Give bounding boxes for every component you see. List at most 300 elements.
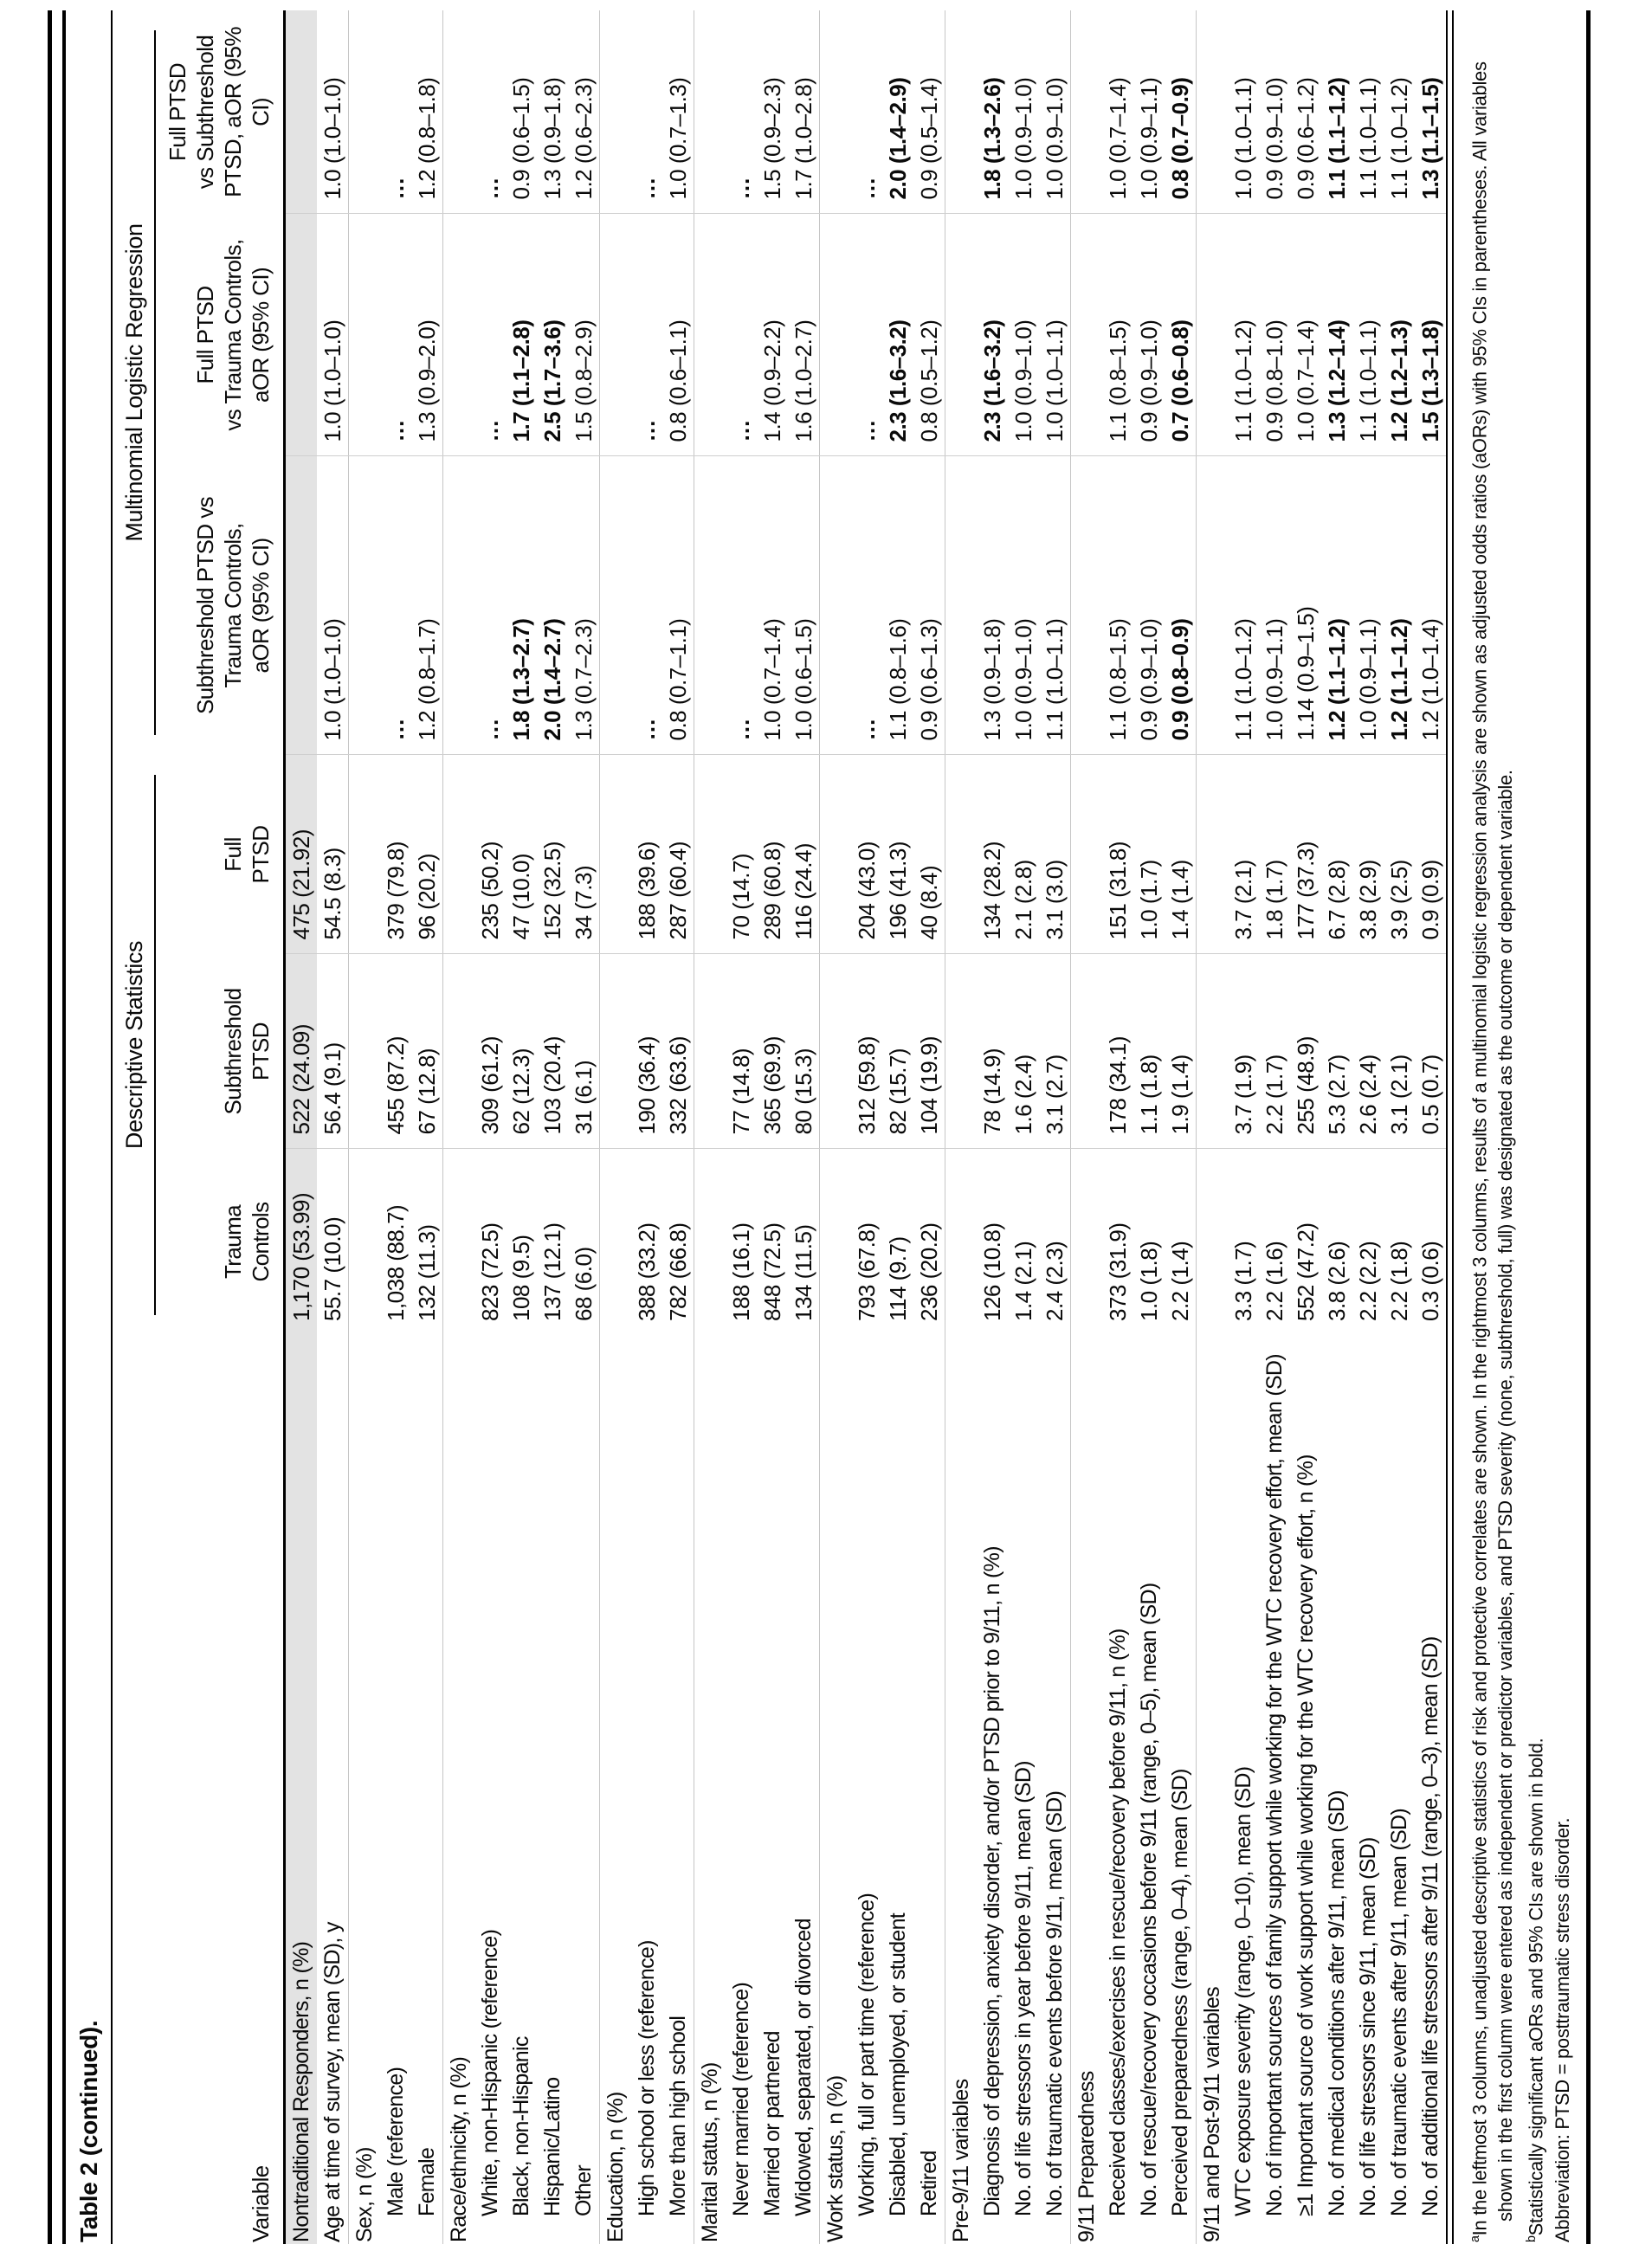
- value-cell: [443, 954, 475, 1149]
- cell-value: 96 (20.2): [413, 853, 440, 940]
- value-cell: [1415, 954, 1446, 1149]
- value-cell: [1039, 1149, 1071, 1335]
- value-cell: [411, 456, 443, 755]
- table-row: [1008, 10, 1039, 2244]
- value-cell: [285, 10, 318, 214]
- value-cell: [1197, 10, 1229, 214]
- cell-value: 62 (12.3): [507, 1048, 534, 1135]
- group-row: [600, 10, 632, 2244]
- footnote: $^b$Statistically significant aORs and 95% CIs are shown in bold.: [1525, 1738, 1547, 2242]
- cell-value: 3.9 (2.5): [1385, 860, 1412, 940]
- cell-value: 1.3 (0.9–1.8): [978, 618, 1005, 741]
- cell-value: 1.9 (1.4): [1166, 1055, 1193, 1135]
- value-cell: [851, 1149, 882, 1335]
- value-cell: [788, 214, 820, 456]
- group-row: [820, 10, 852, 2244]
- column-header-variable: Variable: [157, 1335, 285, 2244]
- cell-value: 388 (33.2): [633, 1222, 660, 1321]
- row-label: WTC exposure severity (range, 0–10), mean (SD): [1230, 1766, 1255, 2216]
- value-cell: [977, 10, 1008, 214]
- cell-value: 1.1 (1.0–1.1): [1041, 618, 1068, 741]
- cell-value: 190 (36.4): [633, 1035, 660, 1135]
- value-cell: [1228, 755, 1259, 954]
- value-cell: [1008, 214, 1039, 456]
- value-cell: [443, 214, 475, 456]
- cell-value: …: [853, 175, 880, 200]
- value-cell: [1290, 755, 1321, 954]
- table-row: [1321, 10, 1352, 2244]
- value-cell: [1321, 755, 1352, 954]
- value-cell: [945, 954, 978, 1149]
- table-row: [1290, 10, 1321, 2244]
- value-cell: [631, 1149, 662, 1335]
- table-row: [1352, 10, 1384, 2244]
- cell-value: 793 (67.8): [853, 1222, 880, 1321]
- row-label: Other: [571, 2164, 596, 2216]
- footnote: Abbreviation: PTSD = posttraumatic stress disorder.: [1551, 1817, 1573, 2242]
- cell-value: 365 (69.9): [758, 1035, 785, 1135]
- value-cell: [945, 456, 978, 755]
- value-cell: [1259, 755, 1290, 954]
- cell-value: 0.8 (0.6–1.1): [664, 319, 691, 442]
- cell-value: 1.2 (0.8–1.7): [413, 618, 440, 741]
- cell-value: 0.9 (0.6–1.5): [507, 77, 534, 200]
- row-label: Race/ethnicity, n (%): [443, 1335, 475, 2244]
- value-cell: [694, 954, 726, 1149]
- table-row: [913, 10, 945, 2244]
- cell-value: …: [727, 716, 754, 741]
- row-label: No. of additional life stressors after 9/11 (range, 0–3), mean (SD): [1417, 1636, 1442, 2216]
- cell-value: 177 (37.3): [1292, 841, 1319, 940]
- footnote: $^a$In the leftmost 3 columns, unadjusted descriptive statistics of risk and protective correlates are shown. In the rightmost 3 columns, results of a multinomial logistic regression analysis are shown as adjusted odds ratios (aORs) with 95% CIs in parentheses. All variables shown in the first column were entered as independent or predictor variables, and PTSD severity (none, subthreshold, full) was designated as the outcome or dependent variable.: [1468, 61, 1517, 2242]
- cell-value: 1.0 (0.9–1.1): [1135, 77, 1162, 200]
- value-cell: [1102, 214, 1133, 456]
- value-cell: [820, 1149, 852, 1335]
- table-title: Table 2 (continued).: [66, 10, 113, 2244]
- cell-value: 379 (79.8): [382, 841, 409, 940]
- cell-value: 1.3 (1.1–1.5): [1416, 77, 1443, 200]
- cell-value: 1.3 (0.7–2.3): [570, 618, 597, 741]
- cell-value: 137 (12.1): [539, 1222, 565, 1321]
- value-cell: [380, 214, 411, 456]
- table-row: [1165, 10, 1197, 2244]
- cell-value: 77 (14.8): [727, 1048, 754, 1135]
- group-label-regression: Multinomial Logistic Regression: [121, 30, 156, 735]
- cell-value: 3.1 (2.1): [1385, 1055, 1412, 1135]
- row-label: Retired: [916, 2151, 941, 2216]
- group-header-row: [113, 10, 157, 2244]
- group-row: [349, 10, 381, 2244]
- cell-value: 1.0 (0.7–1.4): [1292, 319, 1319, 442]
- value-cell: [443, 1149, 475, 1335]
- table-row: [788, 10, 820, 2244]
- value-cell: [1228, 214, 1259, 456]
- value-cell: [726, 10, 757, 214]
- value-cell: [977, 1149, 1008, 1335]
- value-cell: [474, 954, 506, 1149]
- cell-value: 0.9 (0.9–1.0): [1135, 319, 1162, 442]
- value-cell: [285, 214, 318, 456]
- value-cell: [285, 755, 318, 954]
- group-label-descriptive: Descriptive Statistics: [121, 775, 156, 1315]
- value-cell: [662, 456, 694, 755]
- cell-value: 1.2 (1.2–1.3): [1385, 319, 1412, 442]
- cell-value: 1.2 (0.8–1.8): [413, 77, 440, 200]
- value-cell: [537, 456, 568, 755]
- value-cell: [820, 214, 852, 456]
- value-cell: [474, 755, 506, 954]
- table-row: [851, 10, 882, 2244]
- value-cell: [851, 456, 882, 755]
- cell-value: 0.9 (0.8–1.0): [1261, 319, 1287, 442]
- cell-value: 1.2 (1.1–1.2): [1385, 618, 1412, 741]
- value-cell: [600, 1149, 632, 1335]
- value-cell: [537, 10, 568, 214]
- cell-value: 1.3 (0.9–2.0): [413, 319, 440, 442]
- row-label: 9/11 Preparedness: [1071, 1335, 1103, 2244]
- cell-value: 78 (14.9): [978, 1048, 1005, 1135]
- cell-value: 67 (12.8): [413, 1048, 440, 1135]
- cell-value: 552 (47.2): [1292, 1222, 1319, 1321]
- cell-value: 0.9 (0.9–1.0): [1261, 77, 1287, 200]
- cell-value: 1.2 (0.6–2.3): [570, 77, 597, 200]
- cell-value: 1.0 (0.9–1.0): [1010, 77, 1036, 200]
- table-row: [411, 10, 443, 2244]
- cell-value: 1.0 (0.9–1.0): [1010, 618, 1036, 741]
- value-cell: [882, 1149, 913, 1335]
- value-cell: [600, 214, 632, 456]
- table-row: [285, 10, 318, 2244]
- cell-value: 134 (11.5): [790, 1224, 816, 1321]
- cell-value: 1.0 (0.7–1.4): [758, 618, 785, 741]
- table-row: [1415, 10, 1446, 2244]
- cell-value: 104 (19.9): [915, 1035, 942, 1135]
- value-cell: [1165, 456, 1197, 755]
- cell-value: 3.7 (2.1): [1229, 860, 1256, 940]
- cell-value: 2.2 (1.8): [1385, 1241, 1412, 1321]
- value-cell: [882, 10, 913, 214]
- cell-value: 1.1 (1.1–1.2): [1323, 77, 1350, 200]
- cell-value: 235 (50.2): [476, 841, 503, 940]
- row-label: Education, n (%): [600, 1335, 632, 2244]
- value-cell: [1415, 456, 1446, 755]
- table-row: [1384, 10, 1415, 2244]
- value-cell: [474, 456, 506, 755]
- cell-value: 1.3 (1.2–1.4): [1323, 319, 1350, 442]
- value-cell: [977, 755, 1008, 954]
- cell-value: 1.0 (0.9–1.1): [1354, 618, 1381, 741]
- cell-value: 80 (15.3): [790, 1048, 816, 1135]
- cell-value: …: [727, 175, 754, 200]
- value-cell: [474, 214, 506, 456]
- cell-value: 1.0 (1.0–1.0): [319, 319, 345, 442]
- cell-value: 1.0 (0.7–1.4): [1104, 77, 1131, 200]
- cell-value: 2.6 (2.4): [1354, 1055, 1381, 1135]
- value-cell: [380, 755, 411, 954]
- row-label: Black, non-Hispanic: [508, 2036, 533, 2216]
- row-label: Perceived preparedness (range, 0–4), mean (SD): [1167, 1769, 1192, 2216]
- cell-value: 1.0 (0.9–1.1): [1261, 618, 1287, 741]
- value-cell: [726, 456, 757, 755]
- row-label: Work status, n (%): [820, 1335, 852, 2244]
- cell-value: 3.7 (1.9): [1229, 1055, 1256, 1135]
- cell-value: 1,170 (53.99): [287, 1192, 314, 1321]
- cell-value: 40 (8.4): [915, 865, 942, 940]
- value-cell: [1102, 755, 1133, 954]
- cell-value: 332 (63.6): [664, 1035, 691, 1135]
- row-label: Marital status, n (%): [694, 1335, 726, 2244]
- value-cell: [1071, 456, 1103, 755]
- cell-value: 0.5 (0.7): [1416, 1055, 1443, 1135]
- cell-value: 1.6 (2.4): [1010, 1055, 1036, 1135]
- cell-value: 1.4 (0.9–2.2): [758, 319, 785, 442]
- value-cell: [600, 954, 632, 1149]
- value-cell: [757, 10, 788, 214]
- value-cell: [568, 954, 600, 1149]
- column-header-row: [157, 10, 285, 2244]
- row-label: Received classes/exercises in rescue/recovery before 9/11, n (%): [1105, 1629, 1130, 2216]
- value-cell: [1259, 456, 1290, 755]
- row-label: 9/11 and Post-9/11 variables: [1197, 1335, 1229, 2244]
- row-label: Working, full or part time (reference): [854, 1893, 879, 2216]
- value-cell: [977, 456, 1008, 755]
- value-cell: [474, 1149, 506, 1335]
- row-label: Female: [414, 2147, 439, 2216]
- cell-value: 2.3 (1.6–3.2): [884, 319, 911, 442]
- value-cell: [317, 755, 349, 954]
- value-cell: [537, 755, 568, 954]
- value-cell: [1102, 456, 1133, 755]
- value-cell: [1290, 10, 1321, 214]
- value-cell: [380, 10, 411, 214]
- cell-value: 1.5 (1.3–1.8): [1416, 319, 1443, 442]
- row-label: Never married (reference): [728, 1982, 753, 2216]
- cell-value: 54.5 (8.3): [319, 848, 345, 940]
- value-cell: [317, 1149, 349, 1335]
- value-cell: [317, 214, 349, 456]
- cell-value: 152 (32.5): [539, 841, 565, 940]
- cell-value: 1.0 (1.0–1.0): [319, 77, 345, 200]
- group-row: [1197, 10, 1229, 2244]
- table-row: [882, 10, 913, 2244]
- value-cell: [820, 954, 852, 1149]
- value-cell: [443, 10, 475, 214]
- value-cell: [1008, 954, 1039, 1149]
- value-cell: [945, 755, 978, 954]
- row-label: Hispanic/Latino: [539, 2077, 565, 2216]
- row-label: Age at time of survey, mean (SD), y: [319, 1922, 345, 2242]
- value-cell: [1165, 214, 1197, 456]
- table-row: [726, 10, 757, 2244]
- table-top-rule: [48, 10, 66, 2244]
- cell-value: 1.1 (1.0–1.2): [1229, 618, 1256, 741]
- value-cell: [1008, 456, 1039, 755]
- value-cell: [1228, 10, 1259, 214]
- column-header: Subthreshold PTSD: [157, 954, 285, 1149]
- value-cell: [1197, 214, 1229, 456]
- value-cell: [820, 755, 852, 954]
- cell-value: 0.8 (0.7–0.9): [1166, 77, 1193, 200]
- value-cell: [851, 755, 882, 954]
- value-cell: [1290, 456, 1321, 755]
- value-cell: [1352, 1149, 1384, 1335]
- value-cell: [1384, 755, 1415, 954]
- row-label: More than high school: [665, 2016, 690, 2216]
- value-cell: [757, 456, 788, 755]
- value-cell: [882, 755, 913, 954]
- value-cell: [380, 1149, 411, 1335]
- cell-value: 1.1 (0.8–1.6): [884, 618, 911, 741]
- value-cell: [1071, 954, 1103, 1149]
- row-label: No. of medical conditions after 9/11, mean (SD): [1324, 1790, 1349, 2216]
- value-cell: [1165, 954, 1197, 1149]
- column-header: Full PTSD vs Subthreshold PTSD, aOR (95% CI): [157, 10, 285, 214]
- cell-value: 188 (39.6): [633, 841, 660, 940]
- value-cell: [1102, 10, 1133, 214]
- cell-value: 1.4 (2.1): [1010, 1241, 1036, 1321]
- footnote-marker: b: [1525, 2235, 1539, 2242]
- row-label: No. of life stressors in year before 9/11, mean (SD): [1010, 1761, 1036, 2216]
- cell-value: 3.8 (2.6): [1323, 1241, 1350, 1321]
- value-cell: [506, 456, 537, 755]
- cell-value: 0.9 (0.9–1.0): [1135, 618, 1162, 741]
- cell-value: 1.1 (0.8–1.5): [1104, 618, 1131, 741]
- cell-value: 2.3 (1.6–3.2): [978, 319, 1005, 442]
- value-cell: [349, 10, 381, 214]
- cell-value: 56.4 (9.1): [319, 1042, 345, 1135]
- value-cell: [757, 755, 788, 954]
- value-cell: [631, 10, 662, 214]
- cell-value: 70 (14.7): [727, 853, 754, 940]
- cell-value: 2.2 (1.7): [1261, 1055, 1287, 1135]
- value-cell: [349, 954, 381, 1149]
- table-row: [474, 10, 506, 2244]
- row-label: No. of important sources of family support while working for the WTC recovery effort, mean (SD): [1262, 1354, 1287, 2216]
- cell-value: 1.2 (1.1–1.2): [1323, 618, 1350, 741]
- value-cell: [1228, 456, 1259, 755]
- value-cell: [568, 456, 600, 755]
- cell-value: …: [382, 716, 409, 741]
- value-cell: [568, 1149, 600, 1335]
- row-label: Disabled, unemployed, or student: [885, 1912, 910, 2216]
- table-row: [662, 10, 694, 2244]
- cell-value: …: [476, 417, 503, 442]
- value-cell: [913, 1149, 945, 1335]
- cell-value: 0.9 (0.6–1.2): [1292, 77, 1319, 200]
- row-label: Diagnosis of depression, anxiety disorder, and/or PTSD prior to 9/11, n (%): [979, 1546, 1004, 2216]
- cell-value: …: [633, 417, 660, 442]
- value-cell: [694, 10, 726, 214]
- group-header-spacer: [113, 1335, 157, 2244]
- group-row: [1071, 10, 1103, 2244]
- table-row: [506, 10, 537, 2244]
- value-cell: [1352, 755, 1384, 954]
- value-cell: [726, 954, 757, 1149]
- value-cell: [788, 456, 820, 755]
- cell-value: 188 (16.1): [727, 1222, 754, 1321]
- row-label: High school or less (reference): [634, 1940, 659, 2216]
- rotated-table-block: [48, 10, 1571, 2244]
- value-cell: [568, 214, 600, 456]
- cell-value: 1.7 (1.1–2.8): [507, 319, 534, 442]
- cell-value: 103 (20.4): [539, 1035, 565, 1135]
- cell-value: 47 (10.0): [507, 853, 534, 940]
- value-cell: [1102, 954, 1133, 1149]
- row-label: No. of life stressors since 9/11, mean (SD): [1355, 1837, 1380, 2216]
- value-cell: [568, 10, 600, 214]
- value-cell: [1102, 1149, 1133, 1335]
- value-cell: [285, 954, 318, 1149]
- cell-value: …: [853, 417, 880, 442]
- table-row: [1228, 10, 1259, 2244]
- value-cell: [913, 456, 945, 755]
- cell-value: …: [853, 716, 880, 741]
- cell-value: 255 (48.9): [1292, 1035, 1319, 1135]
- value-cell: [1008, 1149, 1039, 1335]
- cell-value: 0.8 (0.7–1.1): [664, 618, 691, 741]
- cell-value: 1.8 (1.3–2.6): [978, 77, 1005, 200]
- column-header: Trauma Controls: [157, 1149, 285, 1335]
- cell-value: 1.0 (1.0–1.0): [319, 618, 345, 741]
- cell-value: 0.9 (0.6–1.3): [915, 618, 942, 741]
- value-cell: [1384, 954, 1415, 1149]
- cell-value: 2.2 (1.6): [1261, 1241, 1287, 1321]
- value-cell: [285, 456, 318, 755]
- value-cell: [1290, 954, 1321, 1149]
- value-cell: [1259, 1149, 1290, 1335]
- value-cell: [1415, 214, 1446, 456]
- cell-value: 108 (9.5): [507, 1235, 534, 1321]
- value-cell: [411, 1149, 443, 1335]
- value-cell: [662, 214, 694, 456]
- footnote-marker: a: [1468, 2235, 1482, 2242]
- cell-value: 848 (72.5): [758, 1222, 785, 1321]
- value-cell: [694, 214, 726, 456]
- value-cell: [506, 1149, 537, 1335]
- value-cell: [1415, 1149, 1446, 1335]
- value-cell: [1071, 10, 1103, 214]
- cell-value: 6.7 (2.8): [1323, 860, 1350, 940]
- row-label: Sex, n (%): [349, 1335, 381, 2244]
- value-cell: [568, 755, 600, 954]
- value-cell: [443, 755, 475, 954]
- value-cell: [1039, 456, 1071, 755]
- column-header: Full PTSD vs Trauma Controls, aOR (95% CI): [157, 214, 285, 456]
- cell-value: 132 (11.3): [413, 1224, 440, 1321]
- value-cell: [1415, 10, 1446, 214]
- cell-value: 3.3 (1.7): [1229, 1241, 1256, 1321]
- cell-value: 0.7 (0.6–0.8): [1166, 319, 1193, 442]
- cell-value: 82 (15.7): [884, 1048, 911, 1135]
- value-cell: [726, 1149, 757, 1335]
- value-cell: [1165, 755, 1197, 954]
- cell-value: 1.8 (1.7): [1261, 860, 1287, 940]
- value-cell: [506, 755, 537, 954]
- cell-value: 1.5 (0.8–2.9): [570, 319, 597, 442]
- row-label: Married or partnered: [759, 2031, 784, 2216]
- value-cell: [977, 214, 1008, 456]
- table-row: [1259, 10, 1290, 2244]
- column-header: Full PTSD: [157, 755, 285, 954]
- value-cell: [411, 954, 443, 1149]
- cell-value: 782 (66.8): [664, 1222, 691, 1321]
- value-cell: [1133, 1149, 1165, 1335]
- value-cell: [945, 1149, 978, 1335]
- cell-value: 1.6 (1.0–2.7): [790, 319, 816, 442]
- group-row: [945, 10, 978, 2244]
- row-label: Widowed, separated, or divorced: [791, 1919, 816, 2216]
- value-cell: [977, 954, 1008, 1149]
